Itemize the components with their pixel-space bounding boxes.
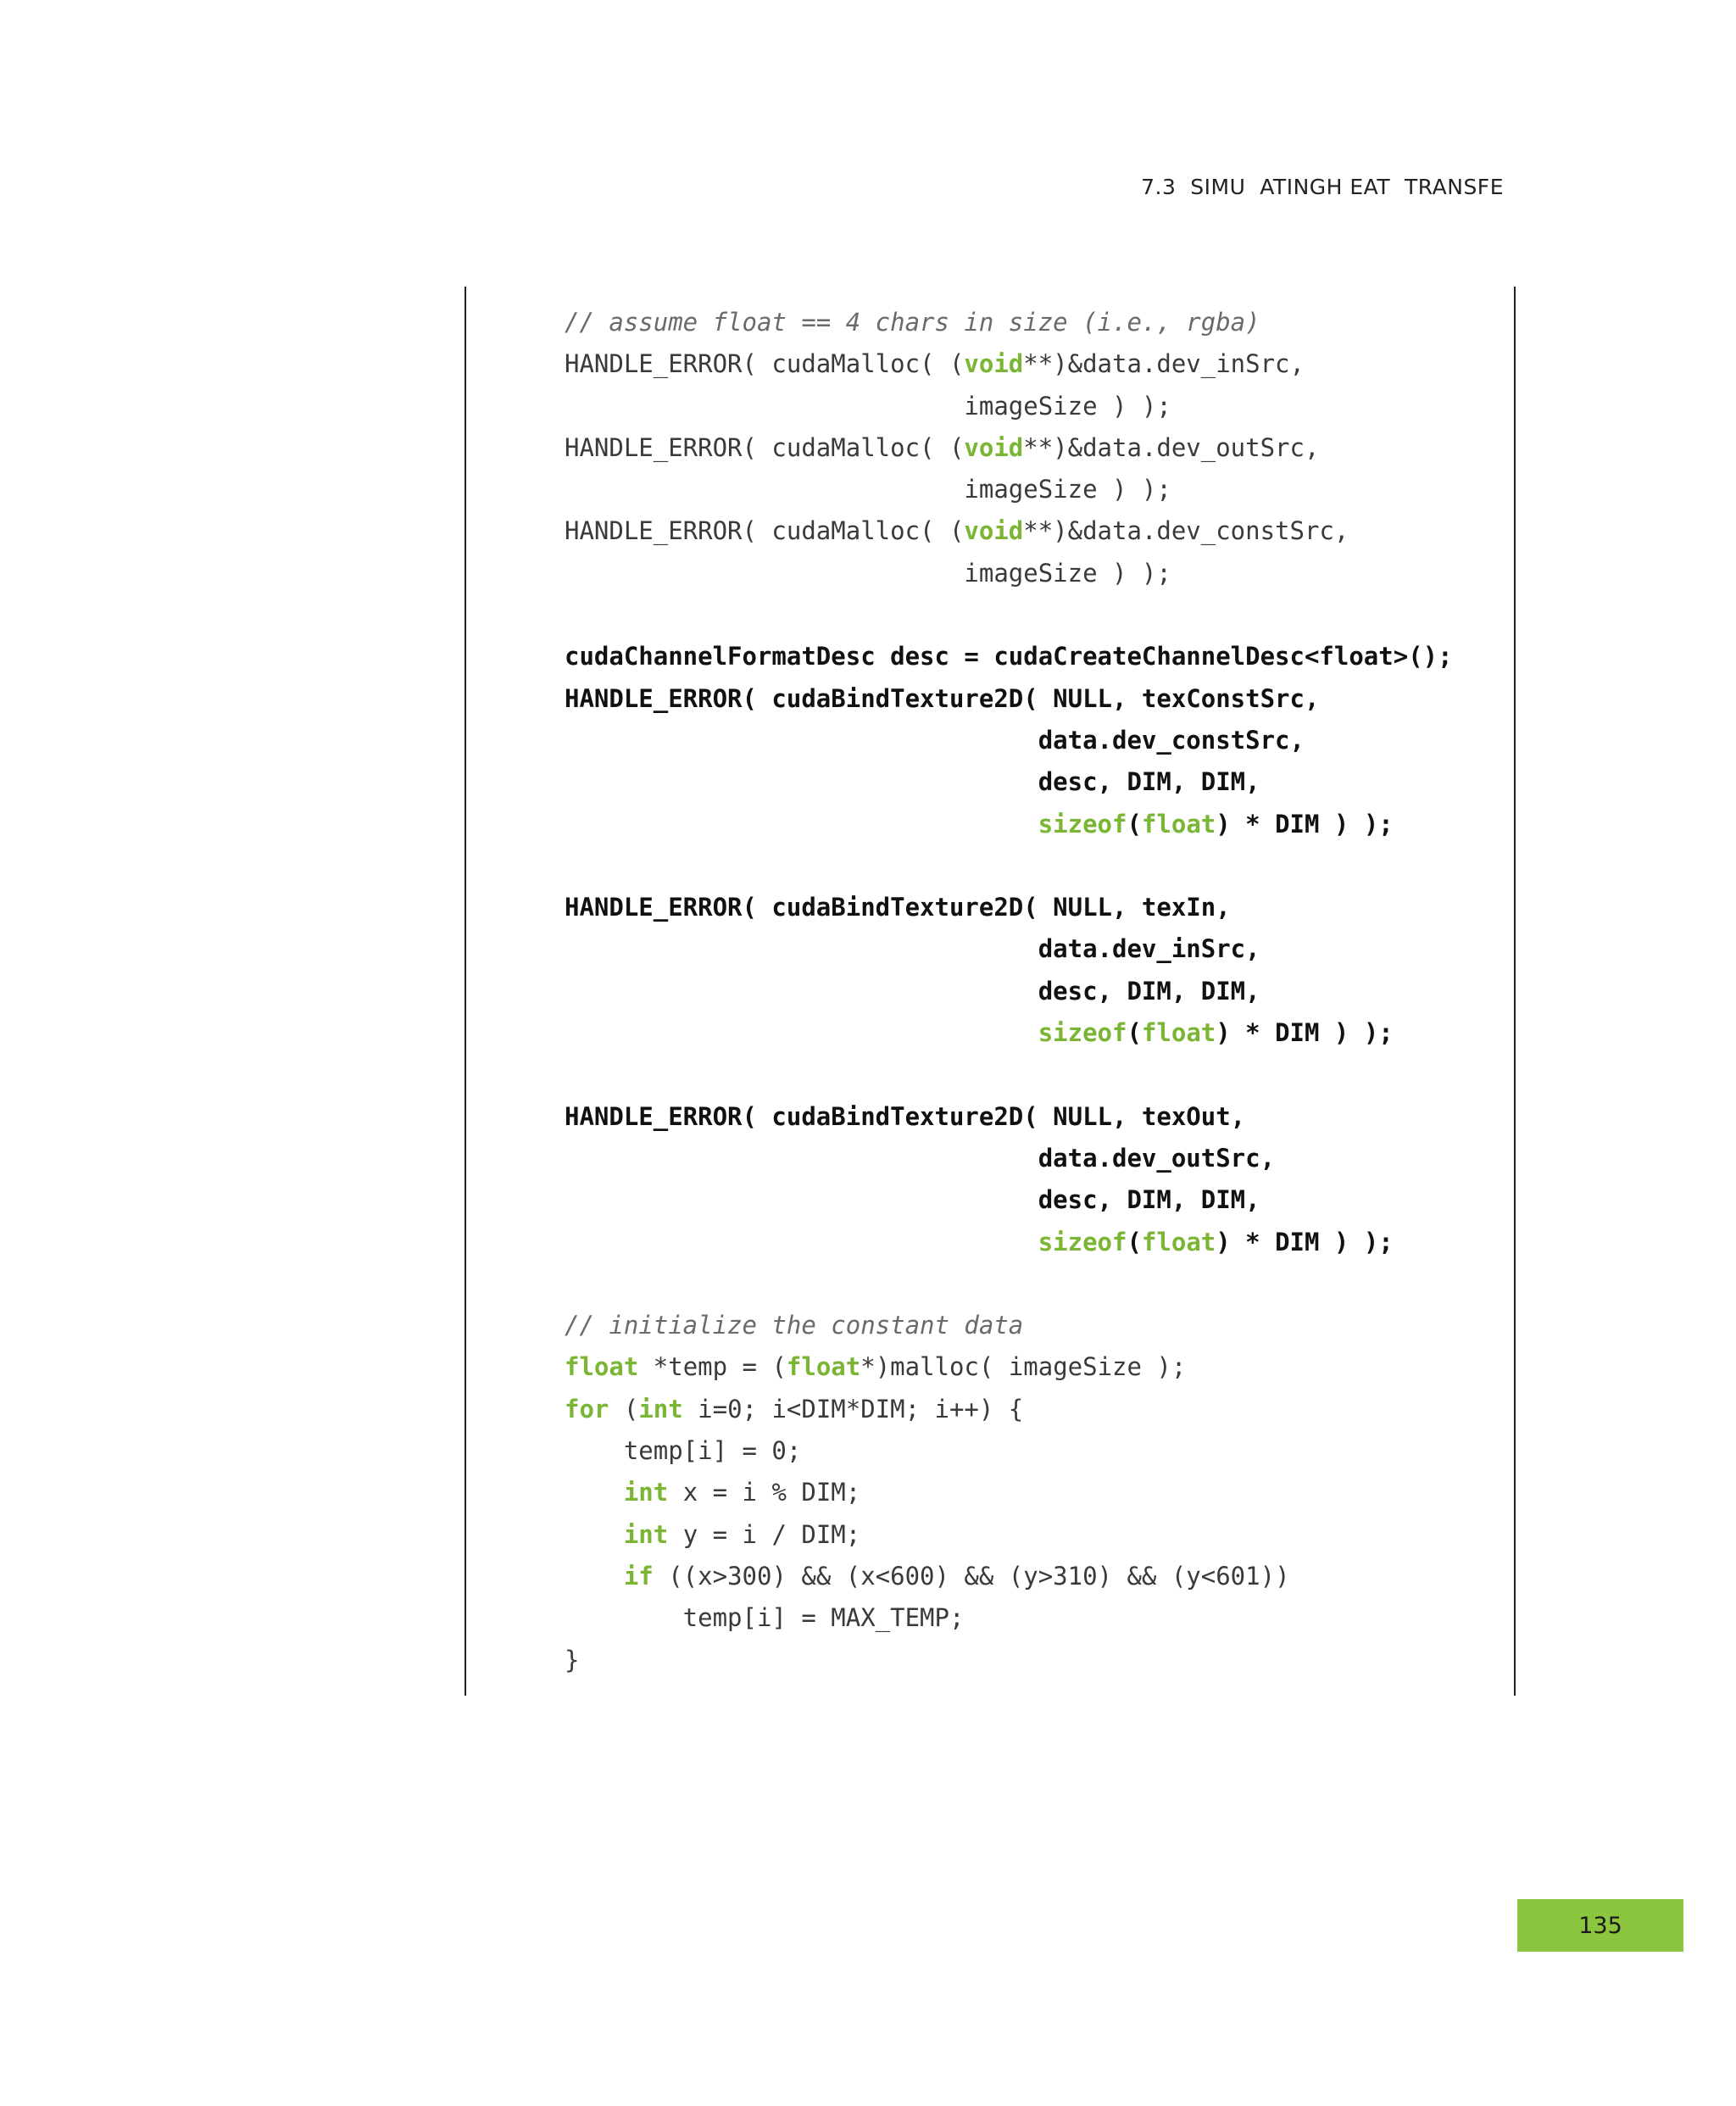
- code-keyword: float: [565, 1352, 639, 1382]
- code-text: (: [1127, 1018, 1142, 1048]
- code-text: data.dev_inSrc,: [565, 934, 1260, 964]
- code-line: [565, 720, 1453, 761]
- page-number-tab: [1517, 1899, 1683, 1952]
- code-line: [565, 1389, 1453, 1430]
- code-text: desc, DIM, DIM,: [565, 767, 1260, 797]
- code-keyword: sizeof: [1038, 1227, 1127, 1256]
- code-text: i=0; i<DIM*DIM; i++) {: [682, 1394, 1024, 1424]
- code-line: [565, 553, 1453, 594]
- code-keyword: void: [964, 516, 1024, 546]
- code-text: HANDLE_ERROR( cudaMalloc( (: [565, 516, 965, 546]
- code-line: [565, 678, 1453, 720]
- code-line: [565, 1640, 1453, 1681]
- code-text: **)&data.dev_constSrc,: [1023, 516, 1349, 546]
- code-keyword: if: [623, 1561, 654, 1591]
- code-text: *temp = (: [638, 1352, 787, 1382]
- code-text: imageSize ) );: [565, 475, 1171, 504]
- code-text: HANDLE_ERROR( cudaBindTexture2D( NULL, texOut,: [565, 1101, 1246, 1131]
- code-text: temp[i] = 0;: [565, 1436, 802, 1466]
- code-comment-line: // initialize the constant data: [565, 1311, 1024, 1340]
- code-line: [565, 1222, 1453, 1263]
- code-blank-line: [565, 1054, 1453, 1095]
- code-listing: [565, 302, 1453, 1681]
- code-text: HANDLE_ERROR( cudaBindTexture2D( NULL, texConstSrc,: [565, 683, 1320, 713]
- left-rule: [465, 287, 466, 1696]
- code-text: (: [609, 1394, 639, 1424]
- code-text: x = i % DIM;: [668, 1478, 861, 1507]
- right-rule: [1514, 287, 1516, 1696]
- code-line: [565, 1472, 1453, 1513]
- code-line: [565, 761, 1453, 803]
- code-text: (: [1127, 809, 1142, 838]
- code-text: temp[i] = MAX_TEMP;: [565, 1603, 965, 1633]
- code-line: [565, 1346, 1453, 1388]
- code-line: [565, 1556, 1453, 1597]
- code-text: ((x>300) && (x<600) && (y>310) && (y<601)): [653, 1561, 1290, 1591]
- code-line: [565, 1179, 1453, 1221]
- code-text: *)malloc( imageSize );: [860, 1352, 1187, 1382]
- code-line: [565, 427, 1453, 469]
- code-text: ) * DIM ) );: [1216, 1018, 1394, 1048]
- code-text: desc, DIM, DIM,: [565, 976, 1260, 1006]
- code-line: [565, 1012, 1453, 1054]
- running-head: 7.3 SIMU ATINGH EAT TRANSFE: [1141, 175, 1504, 199]
- code-line: [565, 887, 1453, 928]
- code-text: [565, 1478, 624, 1507]
- code-text: HANDLE_ERROR( cudaMalloc( (: [565, 432, 965, 462]
- code-line: [565, 1597, 1453, 1639]
- code-text: [565, 1520, 624, 1549]
- code-keyword: sizeof: [1038, 809, 1127, 838]
- code-text: **)&data.dev_outSrc,: [1023, 432, 1320, 462]
- code-text: [565, 1562, 624, 1591]
- code-line: [565, 1096, 1453, 1138]
- code-line: [565, 1138, 1453, 1179]
- code-text: data.dev_outSrc,: [565, 1143, 1276, 1173]
- code-line: [565, 469, 1453, 510]
- code-keyword: void: [964, 349, 1024, 379]
- code-text: [565, 810, 1038, 838]
- page-number: 135: [1578, 1912, 1622, 1939]
- code-keyword: void: [964, 432, 1024, 462]
- code-keyword: float: [1141, 1227, 1216, 1256]
- code-line: [565, 804, 1453, 845]
- code-text: [565, 1018, 1038, 1047]
- code-line: [565, 928, 1453, 970]
- code-text: ) * DIM ) );: [1216, 1227, 1394, 1256]
- code-line: [565, 510, 1453, 552]
- code-keyword: sizeof: [1038, 1018, 1127, 1048]
- code-line: [565, 386, 1453, 427]
- code-text: cudaChannelFormatDesc desc = cudaCreateChannelDesc<float>();: [565, 642, 1453, 671]
- code-line: [565, 343, 1453, 385]
- code-text: imageSize ) );: [565, 558, 1171, 588]
- code-text: }: [565, 1645, 580, 1674]
- code-text: HANDLE_ERROR( cudaMalloc( (: [565, 349, 965, 379]
- code-keyword: float: [1141, 1018, 1216, 1048]
- code-keyword: float: [786, 1352, 861, 1382]
- code-keyword: float: [1141, 809, 1216, 838]
- code-keyword: int: [623, 1519, 669, 1549]
- code-line: [565, 1514, 1453, 1556]
- code-blank-line: [565, 845, 1453, 887]
- code-text: HANDLE_ERROR( cudaBindTexture2D( NULL, texIn,: [565, 893, 1231, 922]
- code-text: desc, DIM, DIM,: [565, 1185, 1260, 1215]
- code-keyword: for: [565, 1394, 609, 1424]
- code-comment-line: // assume float == 4 chars in size (i.e., rgba): [565, 308, 1260, 337]
- code-text: y = i / DIM;: [668, 1519, 861, 1549]
- code-line: [565, 636, 1453, 677]
- code-text: data.dev_constSrc,: [565, 725, 1305, 755]
- code-keyword: int: [638, 1394, 683, 1424]
- code-text: imageSize ) );: [565, 391, 1171, 421]
- code-text: (: [1127, 1227, 1142, 1256]
- code-blank-line: [565, 594, 1453, 636]
- code-text: **)&data.dev_inSrc,: [1023, 349, 1305, 379]
- code-line: [565, 971, 1453, 1012]
- code-text: [565, 1228, 1038, 1256]
- code-line: [565, 1430, 1453, 1472]
- code-keyword: int: [623, 1478, 669, 1507]
- code-blank-line: [565, 1263, 1453, 1305]
- code-text: ) * DIM ) );: [1216, 809, 1394, 838]
